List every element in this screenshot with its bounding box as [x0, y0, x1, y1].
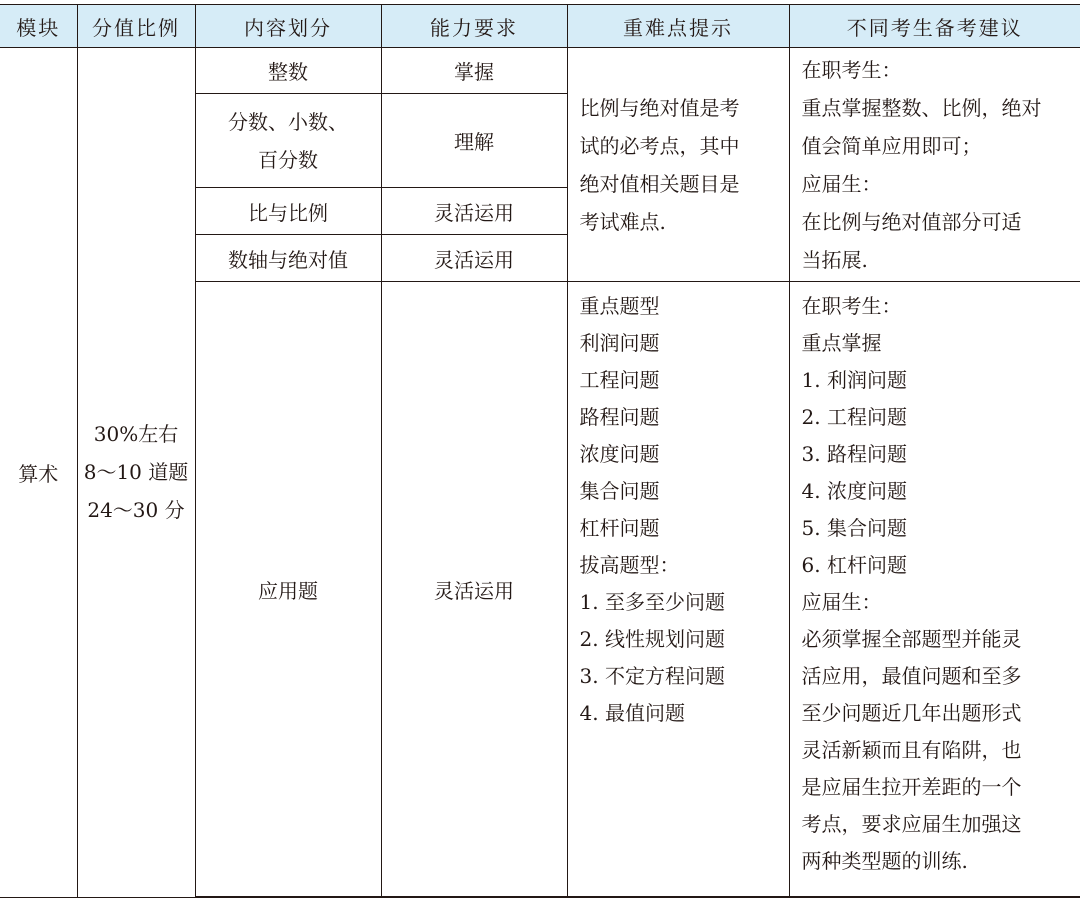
- key-points-line: 2. 线性规划问题: [579, 627, 725, 651]
- advice-line: 活应用，最值问题和至多: [801, 664, 1022, 688]
- content-line: 百分数: [258, 147, 318, 172]
- advice-line: 应届生：: [801, 590, 882, 614]
- advice-line: 1. 利润问题: [801, 368, 907, 392]
- key-points-line: 试的必考点，其中: [579, 133, 740, 158]
- table-header-row: [0, 5, 1080, 48]
- ratio-line: 8～10 道题: [83, 460, 189, 485]
- ability-cell: 灵活运用: [381, 188, 567, 235]
- advice-line: 2. 工程问题: [801, 405, 907, 429]
- ratio-line: 30%左右: [93, 422, 179, 447]
- advice-line: 应届生：: [801, 171, 882, 196]
- ability-cell: 理解: [381, 94, 567, 188]
- advice-line: 必须掌握全部题型并能灵: [801, 627, 1022, 651]
- header-advice: 不同考生备考建议: [789, 5, 1080, 48]
- advice-cell-2: [789, 282, 1080, 898]
- header-ability: 能力要求: [381, 5, 567, 48]
- advice-line: 至少问题近几年出题形式: [801, 701, 1022, 725]
- ratio-cell: [77, 48, 195, 898]
- header-key-points: 重难点提示: [567, 5, 789, 48]
- advice-cell-1: [789, 48, 1080, 282]
- key-points-line: 利润问题: [579, 331, 660, 355]
- key-points-line: 绝对值相关题目是: [579, 171, 740, 196]
- advice-line: 重点掌握: [801, 331, 882, 355]
- advice-line: 在职考生：: [801, 57, 902, 82]
- advice-line: 灵活新颖而且有陷阱，也: [801, 738, 1022, 762]
- content-cell: 数轴与绝对值: [195, 235, 381, 282]
- key-points-line: 4. 最值问题: [579, 701, 685, 725]
- content-cell: [195, 94, 381, 188]
- key-points-line: 拔高题型：: [579, 553, 680, 577]
- advice-line: 是应届生拉开差距的一个: [801, 775, 1022, 799]
- advice-line: 在比例与绝对值部分可适: [801, 209, 1022, 234]
- module-cell: 算术: [0, 48, 77, 898]
- key-points-line: 工程问题: [579, 368, 660, 392]
- header-module: 模块: [0, 5, 77, 48]
- advice-line: 值会简单应用即可；: [801, 133, 982, 158]
- advice-line: 当拓展.: [801, 247, 868, 272]
- key-points-line: 1. 至多至少问题: [579, 590, 725, 614]
- advice-line: 6. 杠杆问题: [801, 553, 907, 577]
- key-points-line: 3. 不定方程问题: [579, 664, 725, 688]
- header-ratio: 分值比例: [77, 5, 195, 48]
- key-points-line: 路程问题: [579, 405, 660, 429]
- key-points-line: 考试难点.: [579, 209, 666, 234]
- key-points-line: 浓度问题: [579, 442, 660, 466]
- content-cell: 整数: [195, 48, 381, 94]
- key-points-cell-2: [567, 282, 789, 898]
- ratio-line: 24～30 分: [87, 498, 185, 523]
- advice-line: 重点掌握整数、比例，绝对: [801, 95, 1042, 120]
- advice-line: 5. 集合问题: [801, 516, 907, 540]
- key-points-cell-1: [567, 48, 789, 282]
- ability-cell: 掌握: [381, 48, 567, 94]
- advice-line: 在职考生：: [801, 294, 902, 318]
- advice-line: 考点，要求应届生加强这: [801, 812, 1022, 836]
- ability-cell: 灵活运用: [381, 235, 567, 282]
- ability-cell: 灵活运用: [381, 282, 567, 898]
- header-content: 内容划分: [195, 5, 381, 48]
- advice-line: 两种类型题的训练.: [801, 849, 968, 873]
- table-row: [0, 48, 1080, 94]
- content-cell: 应用题: [195, 282, 381, 898]
- key-points-line: 杠杆问题: [579, 516, 660, 540]
- key-points-line: 比例与绝对值是考: [579, 95, 740, 120]
- key-points-line: 重点题型: [579, 294, 660, 318]
- key-points-line: 集合问题: [579, 479, 660, 503]
- exam-syllabus-table: [0, 4, 1080, 898]
- advice-line: 3. 路程问题: [801, 442, 907, 466]
- content-line: 分数、小数、: [228, 109, 348, 134]
- advice-line: 4. 浓度问题: [801, 479, 907, 503]
- content-cell: 比与比例: [195, 188, 381, 235]
